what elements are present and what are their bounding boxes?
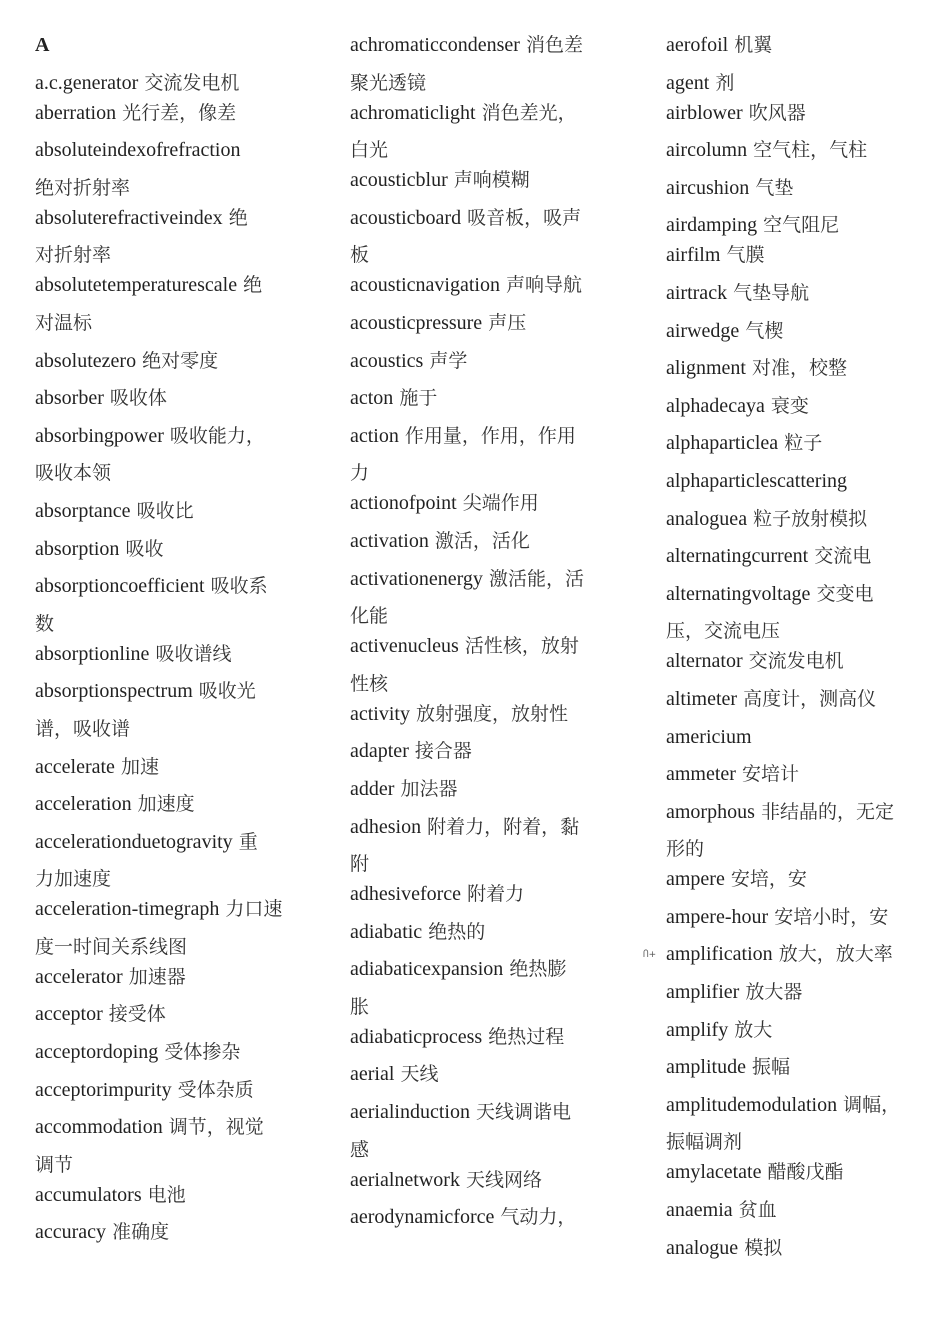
entry-chinese-translation: 受体杂质 (177, 1078, 254, 1101)
entry-chinese-translation: 性核 (350, 672, 389, 695)
entry-english-term: activationenergy (350, 567, 483, 590)
entry-english-term: actionofpoint (350, 492, 457, 515)
entry-english-term: absoluterefractiveindex (35, 206, 223, 229)
entry-english-term: absorber (35, 387, 104, 410)
glossary-entry (350, 699, 628, 737)
entry-chinese-translation: 声响模糊 (453, 169, 530, 192)
entry-chinese-translation: 空气阻尼 (763, 214, 840, 237)
entry-english-term: aberration (35, 101, 117, 124)
entry-chinese-translation: 交流电 (814, 545, 872, 568)
entry-chinese-translation: 吸音板，吸声 (467, 206, 582, 229)
entry-chinese-translation: 吸收能力， (169, 424, 265, 447)
glossary-entry (666, 1195, 944, 1233)
entry-chinese-translation: 光行差，像差 (122, 101, 237, 124)
entry-english-term: aircushion (666, 176, 750, 199)
glossary-entry (350, 458, 628, 488)
entry-english-term: aerodynamicforce (350, 1206, 495, 1229)
entry-english-term: amplification (666, 943, 773, 966)
entry-chinese-translation: 安培计 (742, 763, 800, 786)
glossary-entry (350, 1097, 628, 1135)
entry-chinese-translation: 加速器 (128, 965, 186, 988)
entry-english-term: analogue (666, 1236, 739, 1259)
entry-chinese-translation: 加速度 (137, 793, 195, 816)
glossary-entry (35, 203, 313, 241)
glossary-entry (350, 1022, 628, 1060)
entry-chinese-translation: 聚光透镜 (350, 71, 427, 94)
glossary-entry (666, 1090, 944, 1128)
glossary-entry (666, 864, 944, 902)
entry-chinese-translation: 作用量，作用，作用 (404, 424, 576, 447)
entry-chinese-translation: 模拟 (744, 1236, 783, 1259)
entry-chinese-translation: 力口速 (225, 898, 283, 921)
entry-chinese-translation: 接合器 (414, 740, 472, 763)
glossary-entry (35, 496, 313, 534)
entry-english-term: A (35, 34, 50, 56)
entry-chinese-translation: 非结晶的，无定 (760, 800, 894, 823)
entry-chinese-translation: 安培小时，安 (774, 905, 889, 928)
entry-english-term: alphaparticlescattering (666, 469, 848, 492)
glossary-entry (350, 308, 628, 346)
glossary-entry (350, 98, 628, 136)
glossary-entry (350, 165, 628, 203)
entry-english-term: ampere (666, 868, 725, 891)
entry-english-term: ammeter (666, 763, 736, 786)
entry-chinese-translation: 电池 (147, 1183, 186, 1206)
entry-english-term: achromaticcondenser (350, 34, 520, 56)
entry-english-term: absorbingpower (35, 424, 164, 447)
entry-english-term: aerialinduction (350, 1101, 470, 1124)
entry-english-term: absorptioncoefficient (35, 575, 205, 598)
entry-english-term: adapter (350, 740, 409, 763)
glossary-column-1 (35, 30, 313, 1255)
glossary-entry (350, 421, 628, 459)
glossary-entry (35, 714, 313, 752)
entry-chinese-translation: 附 (350, 853, 370, 876)
glossary-entry (666, 579, 944, 617)
glossary-entry (350, 1202, 628, 1240)
entry-chinese-translation: 感 (350, 1138, 370, 1161)
glossary-entry (350, 1059, 628, 1097)
entry-chinese-translation: 天线调谐电 (476, 1101, 572, 1124)
entry-english-term: americium (666, 725, 752, 748)
glossary-entry (666, 173, 944, 211)
glossary-entry (666, 428, 944, 466)
entry-english-term: acceleration-timegraph (35, 898, 220, 921)
glossary-entry (35, 270, 313, 308)
entry-chinese-translation: 交流发电机 (748, 650, 844, 673)
entry-english-term: amplitudemodulation (666, 1093, 838, 1116)
entry-chinese-translation: 准确度 (112, 1221, 170, 1244)
entry-chinese-translation: 绝热的 (428, 920, 486, 943)
glossary-entry (666, 834, 944, 864)
entry-chinese-translation: 施于 (399, 387, 438, 410)
glossary-entry (666, 466, 944, 504)
glossary-entry (35, 609, 313, 639)
entry-english-term: amplitude (666, 1056, 746, 1079)
glossary-entry (350, 1165, 628, 1203)
entry-chinese-translation: 活性核，放射 (464, 635, 579, 658)
entry-english-term: amplifier (666, 981, 740, 1004)
entry-chinese-translation: 交流发电机 (144, 71, 240, 94)
entry-chinese-translation: 空气柱，气柱 (753, 139, 868, 162)
glossary-entry (35, 346, 313, 384)
glossary-entry (350, 736, 628, 774)
glossary-entry (666, 353, 944, 391)
entry-english-term: absolutezero (35, 349, 137, 372)
entry-chinese-translation: 附着力，附着，黏 (427, 815, 580, 838)
entry-chinese-translation: 受体掺杂 (164, 1041, 241, 1064)
glossary-entry (350, 601, 628, 631)
entry-chinese-translation: 接受体 (108, 1003, 166, 1026)
entry-english-term: amorphous (666, 800, 755, 823)
glossary-entry (666, 759, 944, 797)
glossary-entry (35, 1180, 313, 1218)
entry-english-term: accumulators (35, 1183, 142, 1206)
entry-english-term: aircolumn (666, 139, 748, 162)
glossary-entry (666, 1052, 944, 1090)
glossary-entry (35, 173, 313, 203)
glossary-entry (350, 849, 628, 879)
glossary-entry (350, 526, 628, 564)
entry-english-term: accommodation (35, 1116, 163, 1139)
glossary-entry (350, 812, 628, 850)
entry-chinese-translation: 加速 (120, 755, 159, 778)
entry-chinese-translation: 对温标 (35, 311, 93, 334)
glossary-entry (35, 676, 313, 714)
entry-chinese-translation: 声学 (429, 349, 468, 372)
entry-english-term: anaemia (666, 1199, 733, 1222)
entry-english-term: absoluteindexofrefraction (35, 139, 241, 162)
glossary-entry (666, 68, 944, 98)
entry-chinese-translation: 交变电 (816, 582, 874, 605)
glossary-entry (350, 488, 628, 526)
stray-mark: Ⴖ+ (643, 950, 657, 960)
entry-english-term: aerofoil (666, 34, 729, 56)
entry-english-term: agent (666, 71, 710, 94)
entry-chinese-translation: 吸收谱线 (155, 642, 232, 665)
glossary-entry (666, 1157, 944, 1195)
entry-chinese-translation: 调节，视觉 (168, 1116, 264, 1139)
entry-chinese-translation: 吸收比 (136, 499, 194, 522)
entry-chinese-translation: 胀 (350, 995, 370, 1018)
entry-english-term: acceptorimpurity (35, 1078, 172, 1101)
entry-english-term: airblower (666, 101, 743, 124)
entry-english-term: adiabatic (350, 920, 423, 943)
glossary-entry (35, 752, 313, 790)
glossary-entry (350, 564, 628, 602)
entry-chinese-translation: 放大，放大率 (778, 943, 893, 966)
entry-chinese-translation: 高度计，测高仪 (743, 687, 877, 710)
entry-chinese-translation: 力 (350, 462, 370, 485)
entry-chinese-translation: 吹风器 (748, 101, 806, 124)
entry-chinese-translation: 附着力 (467, 883, 525, 906)
glossary-entry (666, 504, 944, 542)
glossary-entry (35, 1150, 313, 1180)
entry-chinese-translation: 谱，吸收谱 (35, 717, 131, 740)
glossary-entry (35, 1112, 313, 1150)
entry-chinese-translation: 放射强度，放射性 (416, 702, 569, 725)
entry-english-term: acousticnavigation (350, 274, 500, 297)
glossary-entry (350, 669, 628, 699)
entry-english-term: airtrack (666, 281, 728, 304)
entry-english-term: amplify (666, 1018, 729, 1041)
glossary-entry (35, 639, 313, 677)
glossary-entry (666, 616, 944, 646)
entry-chinese-translation: 粒子放射模拟 (753, 507, 868, 530)
glossary-entry (35, 1075, 313, 1113)
glossary-entry (350, 917, 628, 955)
glossary-entry (350, 346, 628, 384)
entry-chinese-translation: 绝 (228, 206, 248, 229)
entry-english-term: acousticpressure (350, 311, 483, 334)
glossary-entry (35, 932, 313, 962)
entry-chinese-translation: 吸收光 (198, 680, 256, 703)
entry-chinese-translation: 振幅调剂 (666, 1131, 743, 1154)
entry-chinese-translation: 振幅 (752, 1056, 791, 1079)
entry-chinese-translation: 对准，校整 (752, 357, 848, 380)
glossary-entry (666, 391, 944, 429)
glossary-entry (35, 789, 313, 827)
glossary-entry (666, 684, 944, 722)
entry-english-term: adhesion (350, 815, 422, 838)
entry-chinese-translation: 气楔 (745, 319, 784, 342)
entry-chinese-translation: 吸收本领 (35, 462, 112, 485)
entry-chinese-translation: 吸收 (125, 537, 164, 560)
entry-english-term: airwedge (666, 319, 740, 342)
entry-chinese-translation: 绝 (243, 274, 263, 297)
entry-chinese-translation: 放大器 (745, 981, 803, 1004)
glossary-entry (666, 902, 944, 940)
entry-chinese-translation: 气垫导航 (733, 281, 810, 304)
glossary-entry (35, 534, 313, 572)
glossary-entry (35, 864, 313, 894)
glossary-entry (666, 722, 944, 760)
entry-chinese-translation: 放大 (734, 1018, 773, 1041)
glossary-entry (350, 879, 628, 917)
entry-english-term: aerialnetwork (350, 1168, 460, 1191)
glossary-entry (35, 962, 313, 1000)
glossary-entry (666, 646, 944, 684)
entry-english-term: absolutetemperaturescale (35, 274, 238, 297)
glossary-entry (35, 894, 313, 932)
entry-english-term: airfilm (666, 244, 721, 267)
glossary-entry (666, 541, 944, 579)
entry-english-term: adiabaticexpansion (350, 958, 504, 981)
entry-chinese-translation: 压，交流电压 (666, 620, 781, 643)
entry-english-term: achromaticlight (350, 101, 476, 124)
entry-english-term: activation (350, 529, 429, 552)
entry-english-term: adiabaticprocess (350, 1025, 483, 1048)
entry-chinese-translation: 加法器 (400, 777, 458, 800)
entry-chinese-translation: 机翼 (734, 34, 773, 56)
glossary-entry (350, 30, 628, 68)
glossary-entry (666, 210, 944, 240)
entry-chinese-translation: 安培，安 (730, 868, 807, 891)
entry-chinese-translation: 消色差光， (481, 101, 577, 124)
glossary-column-2 (350, 30, 628, 1240)
entry-chinese-translation: 消色差 (525, 34, 583, 56)
glossary-entry (350, 68, 628, 98)
entry-chinese-translation: 激活，活化 (434, 529, 530, 552)
entry-chinese-translation: 声响导航 (506, 274, 583, 297)
entry-chinese-translation: 粒子 (784, 432, 823, 455)
entry-english-term: amylacetate (666, 1161, 762, 1184)
entry-chinese-translation: 调幅， (843, 1093, 901, 1116)
entry-chinese-translation: 绝对折射率 (35, 176, 131, 199)
entry-english-term: acton (350, 387, 394, 410)
entry-english-term: accelerationduetogravity (35, 830, 233, 853)
entry-english-term: alphaparticlea (666, 432, 779, 455)
glossary-entry (666, 939, 944, 977)
entry-chinese-translation: 绝热过程 (488, 1025, 565, 1048)
glossary-column-3 (666, 30, 944, 1270)
glossary-entry (350, 1135, 628, 1165)
entry-english-term: aerial (350, 1063, 395, 1086)
glossary-entry (350, 270, 628, 308)
entry-chinese-translation: 绝对零度 (142, 349, 219, 372)
glossary-entry (666, 1127, 944, 1157)
entry-chinese-translation: 气垫 (755, 176, 794, 199)
entry-english-term: acceptordoping (35, 1041, 159, 1064)
entry-chinese-translation: 度一时间关系线图 (35, 935, 188, 958)
entry-chinese-translation: 数 (35, 612, 55, 635)
entry-english-term: acoustics (350, 349, 424, 372)
glossary-entry (35, 68, 313, 98)
entry-chinese-translation: 对折射率 (35, 244, 112, 267)
glossary-entry (350, 954, 628, 992)
glossary-entry (350, 240, 628, 270)
entry-english-term: absorption (35, 537, 120, 560)
glossary-entry (35, 1217, 313, 1255)
entry-chinese-translation: 天线网络 (466, 1168, 543, 1191)
entry-english-term: activity (350, 702, 410, 725)
entry-chinese-translation: 绝热膨 (509, 958, 567, 981)
entry-english-term: action (350, 424, 399, 447)
glossary-entry (35, 458, 313, 496)
entry-chinese-translation: 气膜 (726, 244, 765, 267)
entry-chinese-translation: 剂 (715, 71, 735, 94)
glossary-entry (666, 797, 944, 835)
glossary-entry (35, 240, 313, 270)
entry-english-term: alternator (666, 650, 743, 673)
entry-english-term: accelerate (35, 755, 115, 778)
entry-english-term: activenucleus (350, 635, 459, 658)
entry-english-term: ampere-hour (666, 905, 769, 928)
entry-english-term: analoguea (666, 507, 748, 530)
glossary-entry (35, 308, 313, 346)
entry-chinese-translation: 调节 (35, 1153, 74, 1176)
entry-english-term: adder (350, 777, 395, 800)
entry-chinese-translation: 天线 (400, 1063, 439, 1086)
glossary-entry (35, 135, 313, 173)
entry-chinese-translation: 化能 (350, 605, 389, 628)
glossary-entry (35, 827, 313, 865)
glossary-entry (35, 421, 313, 459)
entry-chinese-translation: 声压 (488, 311, 527, 334)
glossary-entry (666, 1015, 944, 1053)
glossary-entry (350, 774, 628, 812)
entry-chinese-translation: 醋酸戊酯 (767, 1161, 844, 1184)
glossary-entry (350, 383, 628, 421)
glossary-entry (35, 1037, 313, 1075)
glossary-entry (350, 631, 628, 669)
entry-english-term: airdamping (666, 214, 758, 237)
entry-chinese-translation: 重 (238, 830, 258, 853)
entry-chinese-translation: 白光 (350, 139, 389, 162)
glossary-entry (666, 30, 944, 68)
glossary-entry (350, 203, 628, 241)
glossary-entry (35, 98, 313, 136)
entry-chinese-translation: 激活能，活 (488, 567, 584, 590)
entry-english-term: acousticboard (350, 206, 462, 229)
entry-english-term: alignment (666, 357, 746, 380)
entry-english-term: alternatingcurrent (666, 545, 809, 568)
entry-chinese-translation: 形的 (666, 838, 705, 861)
section-letter-heading (35, 30, 313, 68)
entry-english-term: a.c.generator (35, 71, 139, 94)
entry-chinese-translation: 板 (350, 244, 370, 267)
glossary-entry (666, 240, 944, 278)
glossary-entry (666, 1233, 944, 1271)
entry-chinese-translation: 贫血 (738, 1199, 777, 1222)
glossary-entry (35, 571, 313, 609)
entry-english-term: adhesiveforce (350, 883, 462, 906)
glossary-entry (666, 316, 944, 354)
entry-chinese-translation: 衰变 (770, 394, 809, 417)
entry-english-term: accelerator (35, 965, 123, 988)
entry-english-term: accuracy (35, 1221, 107, 1244)
glossary-entry (35, 383, 313, 421)
entry-english-term: alternatingvoltage (666, 582, 811, 605)
entry-chinese-translation: 吸收系 (210, 575, 268, 598)
entry-chinese-translation: 气动力， (500, 1206, 577, 1229)
entry-english-term: acceptor (35, 1003, 103, 1026)
entry-english-term: acceleration (35, 793, 132, 816)
entry-english-term: absorptance (35, 499, 131, 522)
glossary-entry (666, 135, 944, 173)
glossary-entry (666, 98, 944, 136)
entry-chinese-translation: 吸收体 (109, 387, 167, 410)
entry-english-term: acousticblur (350, 169, 448, 192)
glossary-entry (666, 278, 944, 316)
glossary-entry (666, 977, 944, 1015)
entry-english-term: altimeter (666, 687, 738, 710)
glossary-entry (35, 999, 313, 1037)
entry-english-term: absorptionspectrum (35, 680, 193, 703)
entry-chinese-translation: 尖端作用 (462, 492, 539, 515)
entry-english-term: absorptionline (35, 642, 150, 665)
entry-chinese-translation: 力加速度 (35, 868, 112, 891)
glossary-entry (350, 992, 628, 1022)
entry-english-term: alphadecaya (666, 394, 765, 417)
glossary-entry (350, 135, 628, 165)
